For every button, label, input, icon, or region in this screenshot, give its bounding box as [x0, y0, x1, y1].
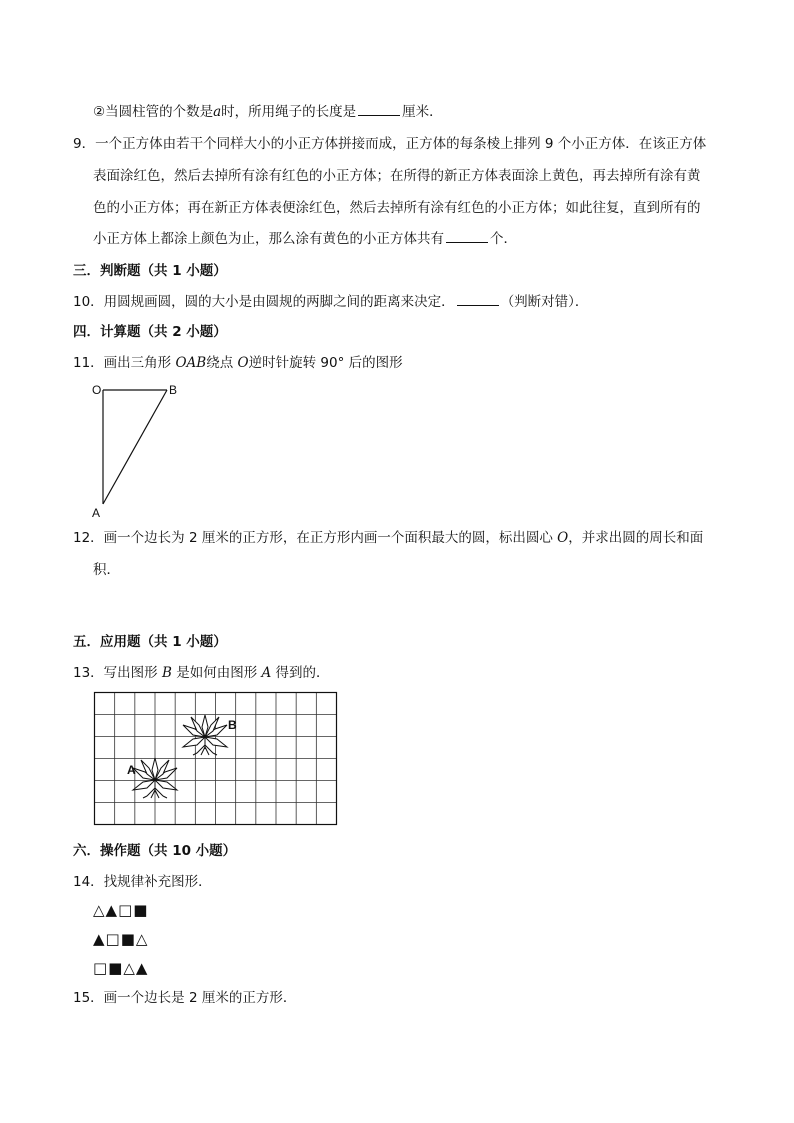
- q14-shape-row-2: ▲□■△: [93, 930, 149, 948]
- section-3-title: 三．判断题（共 1 小题）: [73, 263, 227, 279]
- label-b: B: [169, 383, 178, 397]
- q12-var: O: [557, 530, 569, 546]
- section-4-title: 四．计算题（共 2 小题）: [73, 324, 227, 340]
- q8-text: 厘米．: [402, 104, 443, 120]
- q8-answer-blank[interactable]: [358, 102, 400, 116]
- q13-text: 是如何由图形: [171, 665, 262, 681]
- q12-line-2: 积．: [93, 562, 120, 578]
- q8-text: 时，所用绳子的长度是: [221, 104, 357, 120]
- q9-answer-blank[interactable]: [446, 229, 488, 243]
- grid-figure: [94, 692, 339, 827]
- q11-line: [73, 353, 403, 373]
- q12-text: 12．画一个边长为 2 厘米的正方形，在正方形内画一个面积最大的圆，标出圆心: [73, 530, 558, 546]
- label-o: O: [92, 383, 102, 397]
- q9-line-2: 表面涂红色，然后去掉所有涂有红色的小正方体；在所得的新正方体表面涂上黄色，再去掉所有涂有黄: [93, 168, 701, 184]
- q13-text: 得到的．: [271, 665, 330, 681]
- q14-title: 14．找规律补充图形．: [73, 874, 212, 890]
- label-a: A: [127, 763, 136, 777]
- q10-line: [73, 292, 588, 312]
- q14-shape-row-1: △▲□■: [93, 901, 149, 919]
- q13-text: 13．写出图形: [73, 665, 162, 681]
- q8-var: a: [213, 104, 222, 120]
- q13-line: [73, 663, 330, 683]
- q11-text: 绕点: [206, 355, 238, 371]
- segment-ab: [103, 390, 167, 504]
- q14-shape-row-3: □■△▲: [93, 959, 149, 977]
- grid-lines: [95, 693, 337, 825]
- section-5-title: 五．应用题（共 1 小题）: [73, 634, 227, 650]
- plant-figure-b: [183, 715, 227, 755]
- q9-line-4: [93, 229, 517, 249]
- label-a: A: [92, 506, 101, 520]
- q13-var: B: [161, 665, 172, 681]
- q9-line-1: 9．一个正方体由若干个同样大小的小正方体拼接而成，正方体的每条棱上排列 9 个小正方体．在该正方体: [73, 136, 707, 152]
- q11-var: O: [237, 355, 249, 371]
- q8-text: ②当圆柱管的个数是: [93, 104, 214, 120]
- section-6-title: 六．操作题（共 10 小题）: [73, 843, 237, 859]
- q9-text: 个．: [490, 231, 517, 247]
- label-b: B: [228, 718, 237, 732]
- q8-sub2-line: [93, 102, 443, 122]
- q12-line-1: [73, 528, 703, 548]
- plant-figure-a: [133, 758, 177, 798]
- q11-text: 11．画出三角形: [73, 355, 176, 371]
- triangle-oab-figure: [88, 380, 188, 520]
- q13-var: A: [261, 665, 272, 681]
- q12-text: ，并求出圆的周长和面: [568, 530, 704, 546]
- q10-text: （判断对错）．: [500, 294, 589, 310]
- q9-line-3: 色的小正方体；再在新正方体表便涂红色，然后去掉所有涂有红色的小正方体；如此往复，直到所有的: [93, 200, 701, 216]
- q15-title: 15．画一个边长是 2 厘米的正方形．: [73, 990, 297, 1006]
- q10-text: 10．用圆规画圆，圆的大小是由圆规的两脚之间的距离来决定．: [73, 294, 455, 310]
- q10-answer-blank[interactable]: [457, 292, 499, 306]
- q11-var: OAB: [175, 355, 207, 371]
- q9-text: 小正方体上都涂上颜色为止，那么涂有黄色的小正方体共有: [93, 231, 444, 247]
- q11-text: 逆时针旋转 90° 后的图形: [248, 355, 403, 371]
